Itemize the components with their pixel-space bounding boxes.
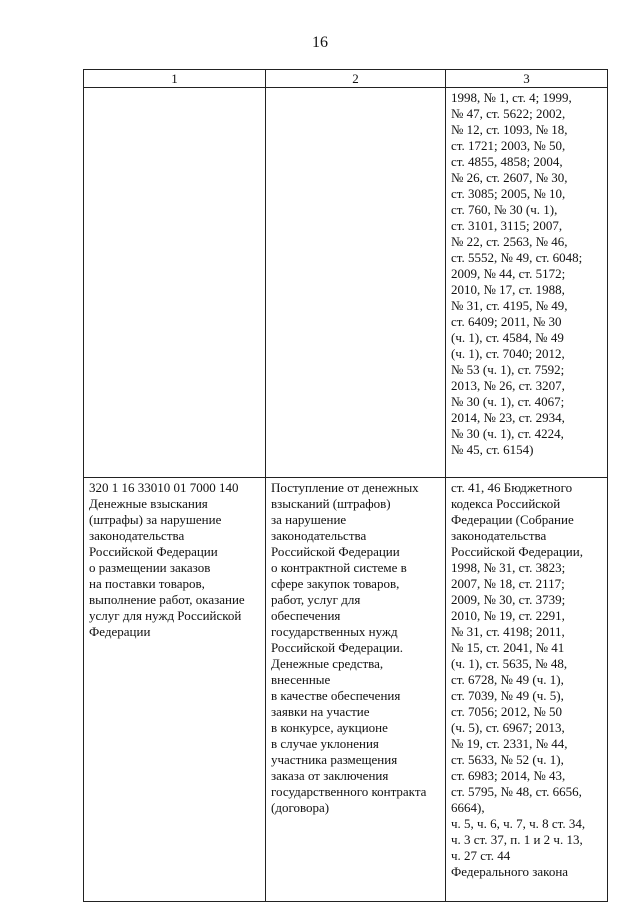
cell-text-line: № 31, ст. 4198; 2011, [451,624,565,639]
cell-text-line: ст. 760, № 30 (ч. 1), [451,202,558,217]
cell-text-line: № 31, ст. 4195, № 49, [451,298,568,313]
column-header-1: 1 [84,70,266,88]
cell-text-line: 2009, № 44, ст. 5172; [451,266,566,281]
cell-text-line: (договора) [271,800,330,815]
cell-text-line: в случае уклонения [271,736,379,751]
table-row [84,88,608,478]
cell-text-line: законодательства [271,528,367,543]
cell-text-line: сфере закупок товаров, [271,576,400,591]
cell-text-line: № 30 (ч. 1), ст. 4067; [451,394,565,409]
cell-text-line: ч. 5, ч. 6, ч. 7, ч. 8 ст. 34, [451,816,586,831]
cell-text-line: Поступление от денежных [271,480,419,495]
cell-text-line: Федерации (Собрание [451,512,574,527]
cell-text-line: Федерации [89,624,151,639]
cell-text-line: (ч. 1), ст. 4584, № 49 [451,330,564,345]
cell-text-line: 2010, № 17, ст. 1988, [451,282,565,297]
cell-text-line: ч. 27 ст. 44 [451,848,511,863]
cell-text-line: за нарушение [271,512,347,527]
cell-text-line: ст. 4855, 4858; 2004, [451,154,563,169]
cell-text-line: выполнение работ, оказание [89,592,245,607]
cell-text-line: № 45, ст. 6154) [451,442,534,457]
column-header-2: 2 [266,70,446,88]
cell-text-line: 2010, № 19, ст. 2291, [451,608,565,623]
cell-text-line: государственных нужд [271,624,398,639]
cell-text-line: 6664), [451,800,485,815]
cell-text-line: взысканий (штрафов) [271,496,391,511]
cell-text-line: (ч. 5), ст. 6967; 2013, [451,720,565,735]
cell-text-line: Денежные взыскания [89,496,208,511]
cell-row1-col2 [266,88,446,478]
cell-text-line: ст. 7039, № 49 (ч. 5), [451,688,564,703]
cell-text-line: 2007, № 18, ст. 2117; [451,576,565,591]
cell-text-line: 1998, № 31, ст. 3823; [451,560,566,575]
cell-text-line: ст. 41, 46 Бюджетного [451,480,573,495]
cell-text-line: Российской Федерации. [271,640,403,655]
cell-text-line: в конкурсе, аукционе [271,720,388,735]
cell-text-line: ч. 3 ст. 37, п. 1 и 2 ч. 13, [451,832,583,847]
cell-text-line: законодательства [451,528,547,543]
cell-text-line: № 19, ст. 2331, № 44, [451,736,568,751]
cell-text-line: № 47, ст. 5622; 2002, [451,106,566,121]
table-header-row [84,70,608,88]
cell-text-line: участника размещения [271,752,398,767]
cell-text-line: внесенные [271,672,331,687]
column-header-3: 3 [446,70,608,88]
cell-text-line: № 53 (ч. 1), ст. 7592; [451,362,565,377]
cell-text-line: услуг для нужд Российской [89,608,242,623]
cell-text-line: заявки на участие [271,704,370,719]
cell-text-line: обеспечения [271,608,341,623]
cell-text-line: о размещении заказов [89,560,211,575]
cell-text-line: ст. 3085; 2005, № 10, [451,186,566,201]
cell-text-line: на поставки товаров, [89,576,205,591]
cell-text-line: Российской Федерации [271,544,400,559]
cell-row1-col1 [84,88,266,478]
cell-text-line: ст. 3101, 3115; 2007, [451,218,563,233]
cell-text-line: 2009, № 30, ст. 3739; [451,592,566,607]
cell-text-line: ст. 7056; 2012, № 50 [451,704,562,719]
document-table [83,69,608,902]
cell-text-line: № 12, ст. 1093, № 18, [451,122,568,137]
cell-text-line: работ, услуг для [271,592,361,607]
cell-text-line: Федерального закона [451,864,569,879]
cell-text-line: в качестве обеспечения [271,688,401,703]
cell-row2-col1 [84,478,266,902]
cell-text-line: 320 1 16 33010 01 7000 140 [89,480,239,495]
cell-text-line: ст. 5552, № 49, ст. 6048; [451,250,583,265]
cell-text-line: ст. 1721; 2003, № 50, [451,138,566,153]
table-row [84,478,608,902]
cell-text-line: № 15, ст. 2041, № 41 [451,640,565,655]
cell-text-line: Денежные средства, [271,656,384,671]
cell-text-line: (ч. 1), ст. 5635, № 48, [451,656,568,671]
cell-text-line: Российской Федерации [89,544,218,559]
cell-text-line: (ч. 1), ст. 7040; 2012, [451,346,565,361]
cell-text-line: (штрафы) за нарушение [89,512,222,527]
cell-text-line: законодательства [89,528,185,543]
cell-text-line: кодекса Российской [451,496,561,511]
cell-text-line: ст. 5795, № 48, ст. 6656, [451,784,582,799]
cell-text-line: № 26, ст. 2607, № 30, [451,170,568,185]
cell-text-line: № 22, ст. 2563, № 46, [451,234,568,249]
cell-text-line: 1998, № 1, ст. 4; 1999, [451,90,572,105]
cell-row1-col3 [446,88,608,478]
cell-text-line: о контрактной системе в [271,560,407,575]
cell-row2-col2 [266,478,446,902]
cell-text-line: ст. 6409; 2011, № 30 [451,314,562,329]
cell-text-line: заказа от заключения [271,768,389,783]
cell-text-line: 2013, № 26, ст. 3207, [451,378,565,393]
cell-text-line: ст. 6983; 2014, № 43, [451,768,566,783]
cell-text-line: государственного контракта [271,784,427,799]
cell-text-line: 2014, № 23, ст. 2934, [451,410,565,425]
cell-text-line: ст. 5633, № 52 (ч. 1), [451,752,564,767]
cell-text-line: № 30 (ч. 1), ст. 4224, [451,426,564,441]
cell-text-line: ст. 6728, № 49 (ч. 1), [451,672,564,687]
cell-row2-col3 [446,478,608,902]
cell-text-line: Российской Федерации, [451,544,583,559]
page-number: 16 [312,34,328,51]
